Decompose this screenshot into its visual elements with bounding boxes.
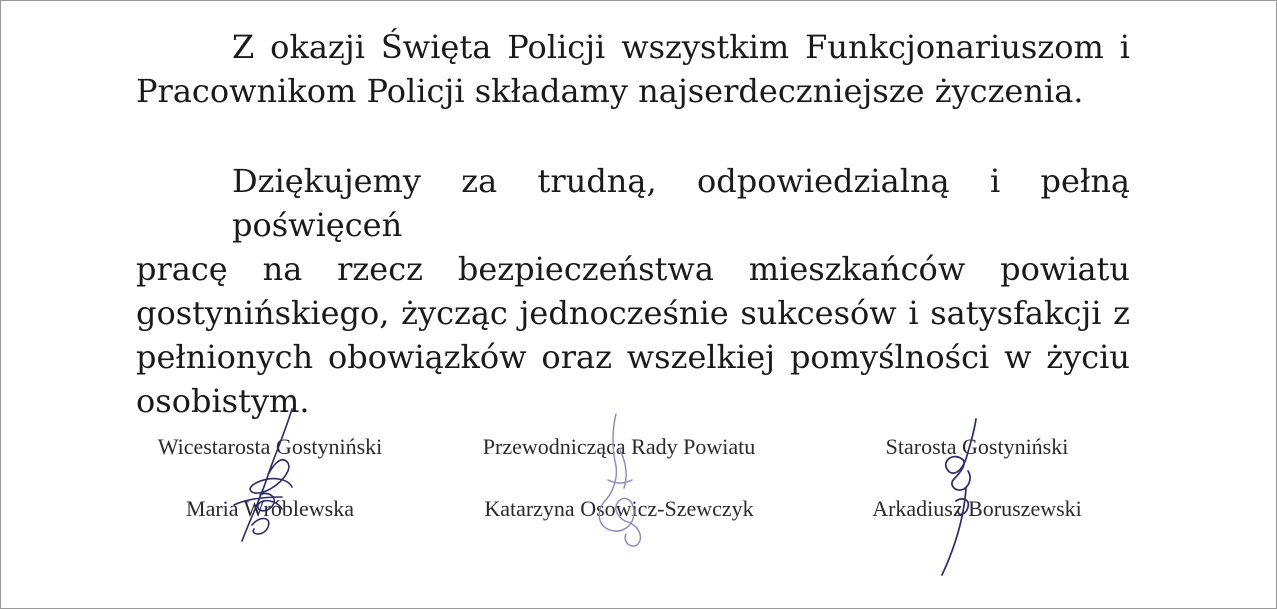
signatory-council-chair	[454, 434, 784, 534]
paragraph-1-line-2: Pracownikom Policji składamy najserdeczniejsze życzenia.	[136, 72, 1084, 110]
paragraph-2-line-4: pełnionych obowiązków oraz wszelkiej pomyślności w życiu	[136, 338, 1130, 376]
signatory-name: Maria Wróblewska	[186, 496, 354, 521]
signatory-starost	[838, 434, 1116, 534]
signatory-role: Starosta Gostyniński	[885, 434, 1069, 459]
signatory-name: Arkadiusz Boruszewski	[872, 496, 1082, 521]
paragraph-2-line-2: pracę na rzecz bezpieczeństwa mieszkańców powiatu	[136, 250, 1130, 288]
paragraph-2-line-1: Dziękujemy za trudną, odpowiedzialną i pełną poświęceń	[232, 162, 1130, 244]
signatory-vice-starost	[128, 434, 412, 534]
paragraph-1-line-1: Z okazji Święta Policji wszystkim Funkcjonariuszom i	[232, 28, 1130, 66]
signatory-role: Wicestarosta Gostyniński	[157, 434, 383, 459]
signatory-role: Przewodnicząca Rady Powiatu	[482, 434, 756, 459]
signatory-name: Katarzyna Osowicz-Szewczyk	[484, 496, 754, 521]
paragraph-2-line-3: gostynińskiego, życząc jednocześnie sukcesów i satysfakcji z	[136, 294, 1130, 332]
paragraph-2-line-5: osobistym.	[136, 382, 310, 420]
